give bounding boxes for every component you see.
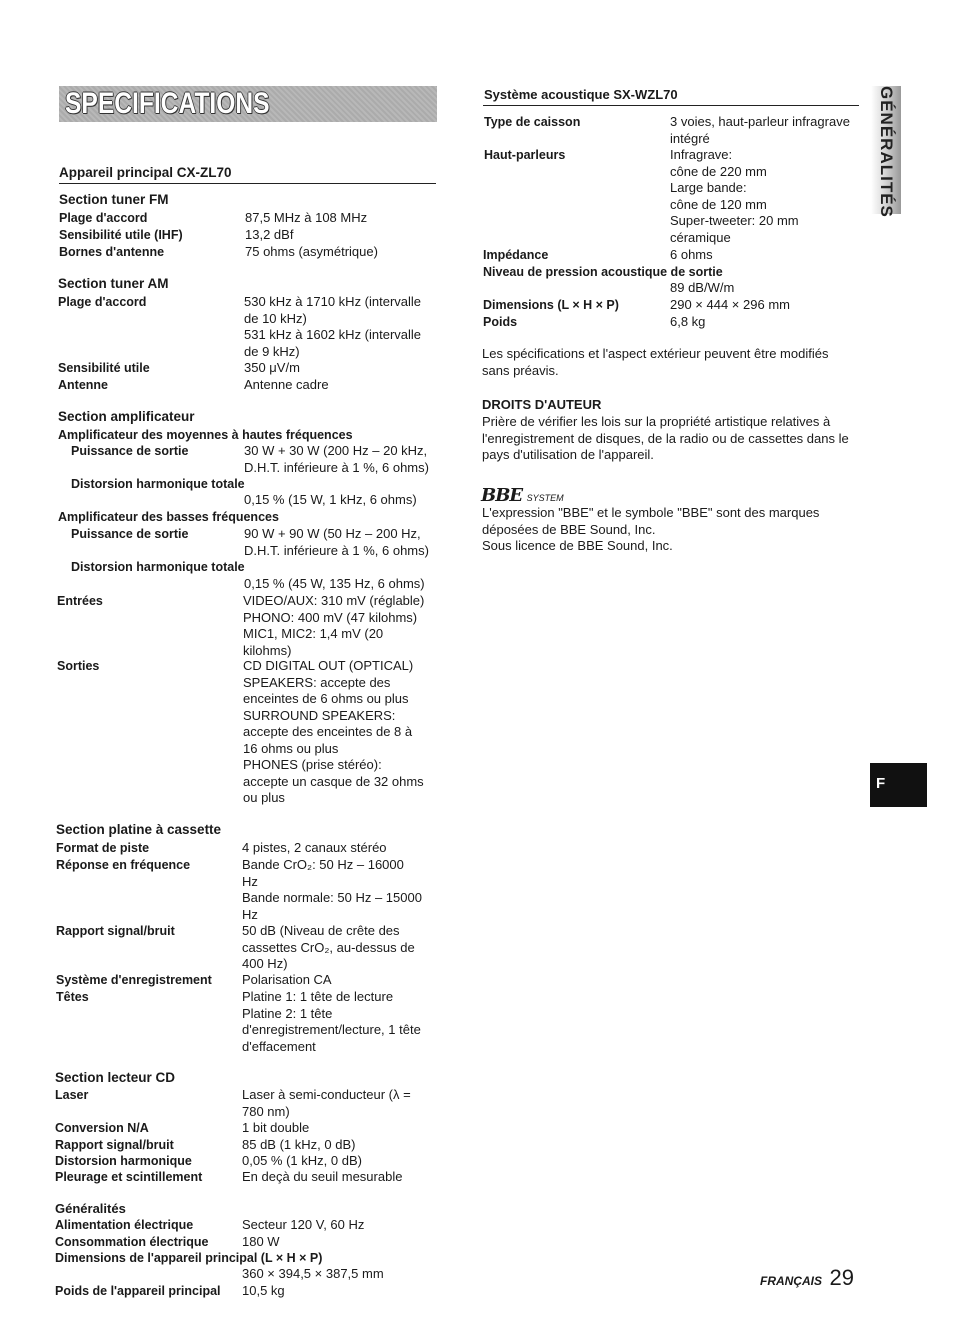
main-unit-heading: Appareil principal CX-ZL70 [59, 165, 232, 180]
spec-value: 530 kHz à 1710 kHz (intervalle de 10 kHz) 531 kHz à 1602 kHz (intervalle de 9 kHz) [244, 294, 422, 359]
spec-label: Système d'enregistrement [56, 973, 212, 987]
fm-section-title: Section tuner FM [59, 192, 169, 207]
spec-value: 6,8 kg [670, 314, 706, 329]
spec-value: 290 × 444 × 296 mm [670, 297, 790, 312]
spec-value: Polarisation CA [242, 972, 332, 987]
spec-label: Laser [55, 1088, 89, 1102]
spec-value: Secteur 120 V, 60 Hz [242, 1217, 365, 1232]
spec-value: Bande CrO₂: 50 Hz – 16000 Hz Bande normale: 50 Hz – 15000 Hz [242, 857, 422, 922]
cd-section-title: Section lecteur CD [55, 1070, 176, 1085]
side-tab-label: GÉNÉRALITÉS [877, 86, 896, 218]
section-side-tab [871, 86, 901, 218]
spec-value: 3 voies, haut-parleur infragrave intégré [670, 114, 850, 146]
spec-value: 180 W [242, 1234, 280, 1249]
spec-value: 89 dB/W/m [670, 280, 735, 295]
spec-label: Consommation électrique [55, 1235, 209, 1249]
spec-label: Sorties [57, 659, 100, 673]
spec-label: Entrées [57, 594, 103, 608]
spec-label: Dimensions (L × H × P) [483, 298, 619, 312]
spec-label: Type de caisson [484, 115, 581, 129]
spec-label: Puissance de sortie [71, 444, 189, 458]
spec-label: Rapport signal/bruit [55, 1138, 174, 1152]
bbe-trademark-text: L'expression "BBE" et le symbole "BBE" sont des marques déposées de BBE Sound, Inc. Sous licence de BBE Sound, Inc. [482, 505, 820, 553]
banner-title: SPECIFICATIONS [65, 87, 270, 120]
spec-label: Antenne [58, 378, 108, 392]
spec-label: Alimentation électrique [55, 1218, 194, 1232]
language-tab-letter: F [876, 775, 886, 792]
bbe-logo-suffix: SYSTEM [526, 493, 564, 503]
spec-value: 90 W + 90 W (50 Hz – 200 Hz, D.H.T. inférieure à 1 %, 6 ohms) [244, 526, 429, 558]
spec-value: 0,05 % (1 kHz, 0 dB) [242, 1153, 362, 1168]
spec-label: Bornes d'antenne [59, 245, 165, 259]
change-notice: Les spécifications et l'aspect extérieur peuvent être modifiés sans préavis. [482, 346, 829, 378]
spec-value: 360 × 394,5 × 387,5 mm [242, 1266, 384, 1281]
spec-label: Niveau de pression acoustique de sortie [483, 265, 723, 279]
spec-value: 75 ohms (asymétrique) [245, 244, 378, 259]
spec-label: Plage d'accord [59, 211, 148, 225]
spec-label: Impédance [483, 248, 549, 262]
spec-label: Haut-parleurs [484, 148, 566, 162]
spec-label: Distorsion harmonique totale [71, 560, 245, 574]
spec-label: Format de piste [56, 841, 150, 855]
spec-label: Poids de l'appareil principal [55, 1284, 221, 1298]
spec-value: 30 W + 30 W (200 Hz – 20 kHz, D.H.T. inférieure à 1 %, 6 ohms) [244, 443, 429, 475]
spec-value: CD DIGITAL OUT (OPTICAL) SPEAKERS: accepte des enceintes de 6 ohms ou plus SURROUND SPEAKERS: accepte des enceintes de 8 à 16 ohms ou plus PHONES (prise stéréo): accepte un casque de 32 ohms ou plus [243, 658, 424, 805]
copyright-text: Prière de vérifier les lois sur la propriété artistique relatives à l'enregistrement de disques, de la radio ou de cassettes dans le pays d'utilisation de l'appareil. [482, 414, 849, 462]
copyright-title: DROITS D'AUTEUR [482, 397, 602, 412]
spec-value: 350 μV/m [244, 360, 300, 375]
spec-label: Rapport signal/bruit [56, 924, 175, 938]
language-tab [870, 763, 927, 807]
spec-label: Sensibilité utile [58, 361, 150, 375]
spec-label: Poids [483, 315, 518, 329]
spec-value: 0,15 % (15 W, 1 kHz, 6 ohms) [244, 492, 417, 507]
page-number: 29 [829, 1265, 854, 1290]
cassette-section-title: Section platine à cassette [56, 822, 222, 837]
spec-value: En deçà du seuil mesurable [242, 1169, 403, 1184]
spec-value: 6 ohms [670, 247, 713, 262]
spec-value: 10,5 kg [242, 1283, 285, 1298]
spec-value: 87,5 MHz à 108 MHz [245, 210, 368, 225]
spec-value: 85 dB (1 kHz, 0 dB) [242, 1137, 356, 1152]
spec-value: Platine 1: 1 tête de lecture Platine 2: 1 tête d'enregistrement/lecture, 1 tête d'effacement [242, 989, 421, 1054]
spec-value: 1 bit double [242, 1120, 310, 1135]
spec-value: Infragrave: cône de 220 mm Large bande: cône de 120 mm Super-tweeter: 20 mm céramique [670, 147, 799, 245]
amp-section-title: Section amplificateur [58, 409, 195, 424]
spec-value: Laser à semi-conducteur (λ = 780 nm) [242, 1087, 411, 1119]
spec-label: Dimensions de l'appareil principal (L × H × P) [55, 1251, 323, 1265]
spec-value: 4 pistes, 2 canaux stéréo [242, 840, 387, 855]
spec-label: Sensibilité utile (IHF) [59, 228, 183, 242]
footer-language: FRANÇAIS [760, 1274, 822, 1288]
spec-value: Antenne cadre [244, 377, 329, 392]
spec-value: VIDEO/AUX: 310 mV (réglable) PHONO: 400 mV (47 kilohms) MIC1, MIC2: 1,4 mV (20 kilohms) [243, 593, 425, 658]
spec-value: 50 dB (Niveau de crête des cassettes CrO₂, au-dessus de 400 Hz) [242, 923, 415, 971]
spec-label: Distorsion harmonique [55, 1154, 192, 1168]
spec-label: Pleurage et scintillement [55, 1170, 203, 1184]
spec-value: 0,15 % (45 W, 135 Hz, 6 ohms) [244, 576, 425, 591]
general-section-title: Généralités [55, 1201, 126, 1216]
bbe-logo-mark: BBE [481, 485, 523, 506]
spec-value: 13,2 dBf [245, 227, 294, 242]
specifications-banner [59, 86, 437, 122]
spec-label: Réponse en fréquence [56, 858, 191, 872]
speakers-rule [483, 105, 859, 106]
speakers-heading: Système acoustique SX-WZL70 [484, 87, 678, 102]
page-footer [760, 1265, 854, 1291]
amp-subheading: Amplificateur des moyennes à hautes fréquences [58, 428, 353, 442]
spec-label: Plage d'accord [58, 295, 147, 309]
main-unit-rule [59, 183, 436, 184]
spec-label: Conversion N/A [55, 1121, 149, 1135]
spec-label: Puissance de sortie [71, 527, 189, 541]
amp-subheading: Amplificateur des basses fréquences [58, 510, 279, 524]
spec-label: Distorsion harmonique totale [71, 477, 245, 491]
bbe-system-logo [481, 485, 564, 506]
am-section-title: Section tuner AM [58, 276, 169, 291]
spec-label: Têtes [56, 990, 89, 1004]
